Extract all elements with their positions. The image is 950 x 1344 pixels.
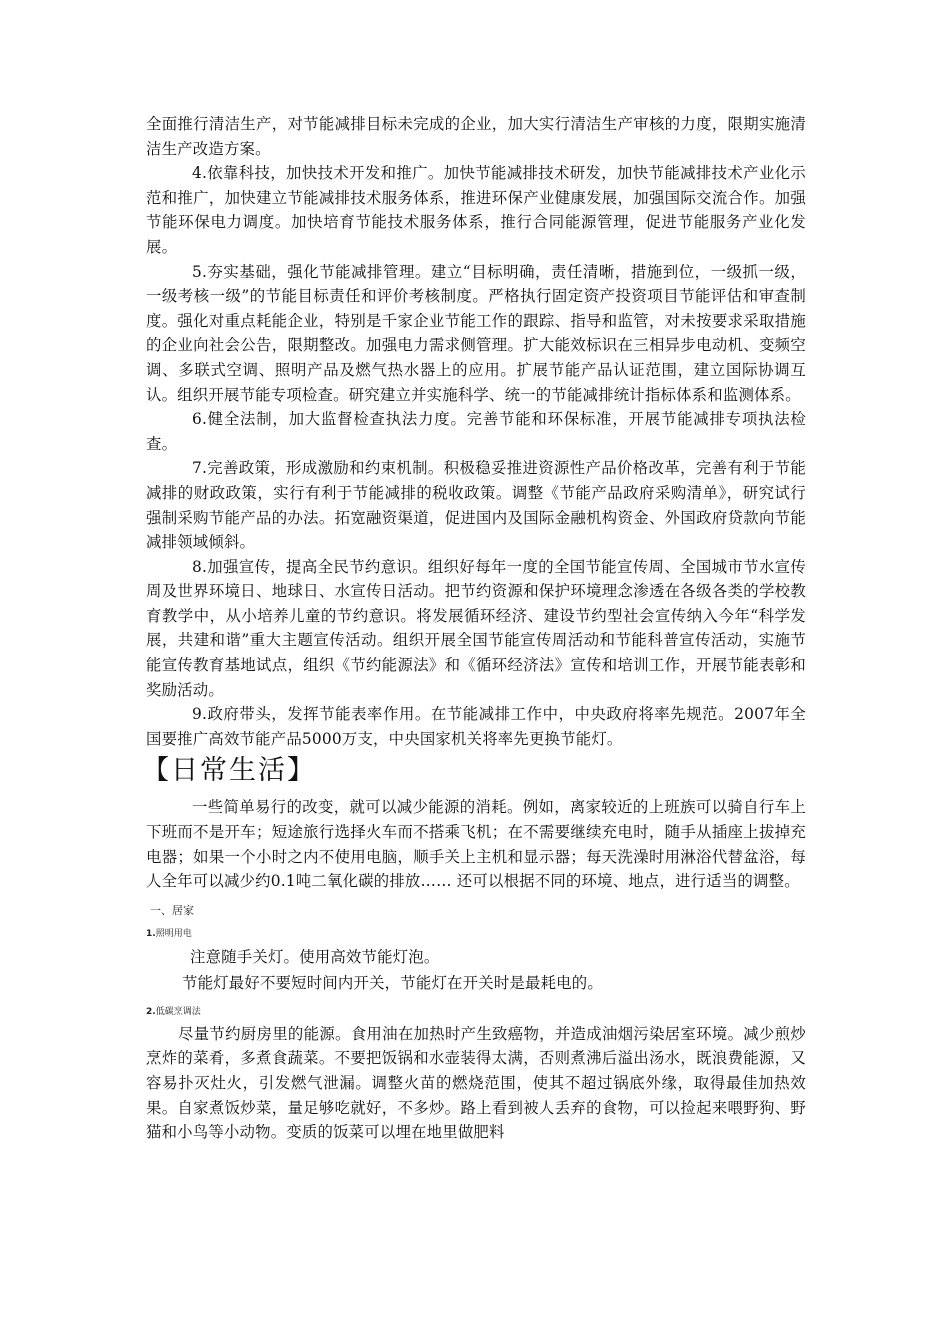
paragraph-item-5-management: 5.夯实基础，强化节能减排管理。建立“目标明确，责任清晰，措施到位，一级抓一级，一级考核一级”的节能目标责任和评价考核制度。严格执行固定资产投资项目节能评估和审查制度。强化对重点耗能企业，特别是千家企业节能工作的跟踪、指导和监管，对未按要求采取措施的企业向社会公告，限期整改。加强电力需求侧管理。扩大能效标识在三相异步电动机、变频空调、多联式空调、照明产品及燃气热水器上的应用。扩展节能产品认证范围，建立国际协调互认。组织开展节能专项检查。研究建立并实施科学、统一的节能减排统计指标体系和监测体系。 [146, 262, 806, 404]
paragraph-item-6-legal: 6.健全法制，加大监督检查执法力度。完善节能和环保标准，开展节能减排专项执法检查。 [146, 410, 806, 453]
paragraph-daily-life-intro: 一些简单易行的改变，就可以减少能源的消耗。例如，离家较近的上班族可以骑自行车上下班而不是开车；短途旅行选择火车而不搭乘飞机；在不需要继续充电时，随手从插座上拔掉充电器；如果一个小时之内不使用电脑，顺手关上主机和显示器；每天洗澡时用淋浴代替盆浴，每人全年可以减少约0.1吨二氧化碳的排放…… 还可以根据不同的环境、地点，进行适当的调整。 [146, 798, 806, 891]
paragraph-item-7-policy: 7.完善政策，形成激励和约束机制。积极稳妥推进资源性产品价格改革，完善有利于节能减排的财政政策，实行有利于节能减排的税收政策。调整《节能产品政府采购清单》，研究试行强制采购节能产品的办法。拓宽融资渠道，促进国内及国际金融机构资金、外国政府贷款向节能减排领域倾斜。 [146, 459, 806, 552]
item-title: 照明用电 [155, 928, 192, 939]
paragraph-item-4-technology: 4.依靠科技，加快技术开发和推广。加快节能减排技术研发，加快节能减排技术产业化示范和推广，加快建立节能减排技术服务体系，推进环保产业健康发展，加强国际交流合作。加强节能环保电力调度。加快培育节能技术服务体系，推行合同能源管理，促进节能服务产业化发展。 [146, 164, 806, 256]
paragraph-cleaner-production: 全面推行清洁生产，对节能减排目标未完成的企业，加大实行清洁生产审核的力度，限期实施清洁生产改造方案。 [146, 115, 806, 158]
section-title-daily-life: 【日常生活】 [142, 755, 316, 787]
lighting-tip-2: 节能灯最好不要短时间内开关，节能灯在开关时是最耗电的。 [182, 973, 603, 992]
item-heading-cooking [146, 1006, 806, 1018]
lighting-tip-1: 注意随手关灯。使用高效节能灯泡。 [190, 947, 440, 966]
item-heading-lighting [146, 928, 806, 940]
item-title: 低碳烹调法 [155, 1006, 201, 1017]
paragraph-item-9-government: 9.政府带头，发挥节能表率作用。在节能减排工作中，中央政府将率先规范。2007年全国要推广高效节能产品5000万支，中央国家机关将率先更换节能灯。 [146, 705, 806, 748]
item-number: 2. [146, 1006, 156, 1017]
paragraph-item-8-publicity: 8.加强宣传，提高全民节约意识。组织好每年一度的全国节能宣传周、全国城市节水宣传周及世界环境日、地球日、水宣传日活动。把节约资源和保护环境理念渗透在各级各类的学校教育教学中，从小培养儿童的节约意识。将发展循环经济、建设节约型社会宣传纳入今年“科学发展，共建和谐”重大主题宣传活动。组织开展全国节能宣传周活动和节能科普宣传活动，实施节能宣传教育基地试点，组织《节约能源法》和《循环经济法》宣传和培训工作，开展节能表彰和奖励活动。 [146, 557, 806, 699]
document-page [142, 112, 806, 1145]
subsection-heading-home: 一、居家 [150, 903, 194, 917]
item-number: 1. [146, 928, 156, 939]
paragraph-low-carbon-cooking: 尽量节约厨房里的能源。食用油在加热时产生致癌物，并造成油烟污染居室环境。减少煎炒烹炸的菜肴，多煮食蔬菜。不要把饭锅和水壶装得太满，否则煮沸后溢出汤水，既浪费能源，又容易扑灭灶火，引发燃气泄漏。调整火苗的燃烧范围，使其不超过锅底外缘，取得最佳加热效果。自家煮饭炒菜，量足够吃就好，不多炒。路上看到被人丢弃的食物，可以捡起来喂野狗、野猫和小鸟等小动物。变质的饭菜可以埋在地里做肥料 [146, 1024, 806, 1142]
